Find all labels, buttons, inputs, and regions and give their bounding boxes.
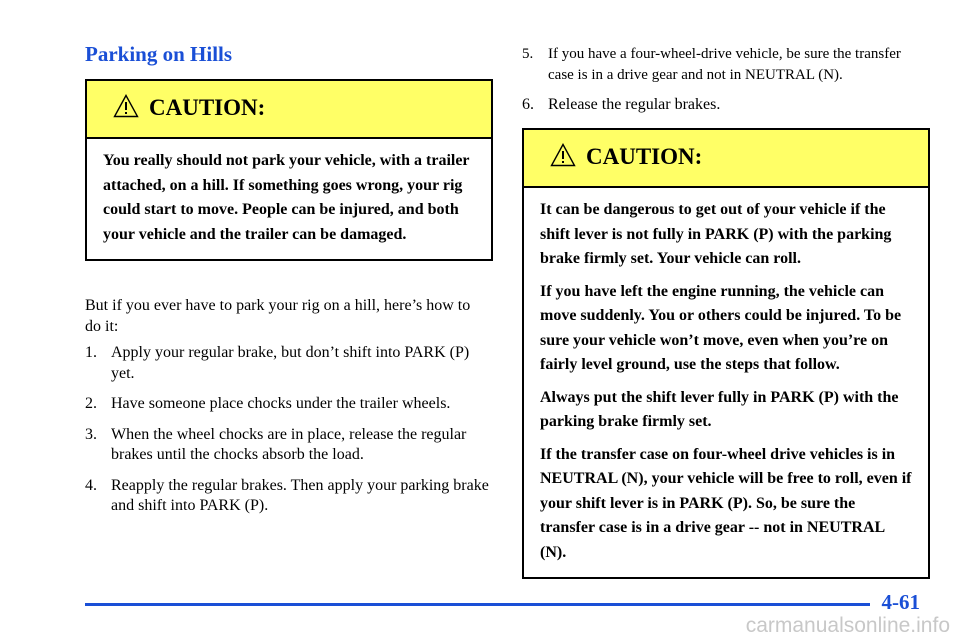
list-item	[522, 95, 930, 116]
steps-list-left	[85, 343, 495, 527]
watermark: carmanualsonline.info	[745, 614, 950, 637]
step-number: 6.	[522, 96, 534, 113]
step-number: 3.	[85, 425, 97, 443]
caution-header	[524, 130, 928, 188]
caution-title: CAUTION:	[149, 95, 266, 120]
caution-box-parking	[522, 128, 930, 579]
list-item	[522, 44, 930, 85]
warning-triangle-icon	[550, 143, 576, 167]
caution-header	[87, 81, 491, 139]
step-number: 5.	[522, 46, 534, 62]
step-text: Have someone place chocks under the trailer wheels.	[111, 395, 451, 412]
caution-paragraph: Always put the shift lever fully in PARK (P) with the parking brake firmly set.	[540, 388, 899, 430]
step-number: 2.	[85, 395, 97, 412]
step-text: If you have a four-wheel-drive vehicle, be sure the transfer case is in a drive gear and not in NEUTRAL (N).	[548, 46, 901, 83]
step-text: Release the regular brakes.	[548, 96, 721, 113]
caution-body	[524, 188, 928, 577]
list-item	[85, 394, 495, 415]
list-item	[85, 343, 495, 384]
steps-list-right	[522, 44, 930, 126]
caution-title: CAUTION:	[586, 144, 703, 169]
caution-box-trailer-on-hill	[85, 79, 493, 261]
footer-rule	[85, 603, 870, 606]
caution-paragraph: It can be dangerous to get out of your vehicle if the shift lever is not fully in PARK (P) with the parking brake firmly set. Your vehicle can roll.	[540, 201, 892, 267]
step-text: Reapply the regular brakes. Then apply your parking brake and shift into PARK (P).	[111, 476, 489, 514]
step-text: Apply your regular brake, but don’t shift into PARK (P) yet.	[111, 344, 470, 382]
caution-paragraph: If you have left the engine running, the vehicle can move suddenly. You or others could be injured. To be sure your vehicle won’t move, even when you’re on fairly level ground, use the steps that follow.	[540, 282, 902, 373]
caution-body	[87, 139, 491, 259]
step-number: 4.	[85, 476, 97, 494]
warning-triangle-icon	[113, 94, 139, 118]
caution-paragraph: You really should not park your vehicle, with a trailer attached, on a hill. If something goes wrong, your rig could start to move. People can be injured, and both your vehicle and the trailer can be damaged.	[103, 152, 470, 243]
step-text: When the wheel chocks are in place, release the regular brakes until the chocks absorb the load.	[111, 425, 467, 463]
list-item	[85, 425, 495, 466]
section-title: Parking on Hills	[85, 42, 233, 66]
page-number: 4-61	[881, 590, 920, 614]
caution-paragraph: If the transfer case on four-wheel drive vehicles is in NEUTRAL (N), your vehicle will be free to roll, even if your shift lever is in PARK (P). So, be sure the transfer case is in a drive gear -- not in NEUTRAL (N).	[540, 445, 912, 561]
intro-paragraph: But if you ever have to park your rig on a hill, here’s how to do it:	[85, 297, 471, 335]
step-number: 1.	[85, 344, 97, 361]
list-item	[85, 476, 495, 517]
